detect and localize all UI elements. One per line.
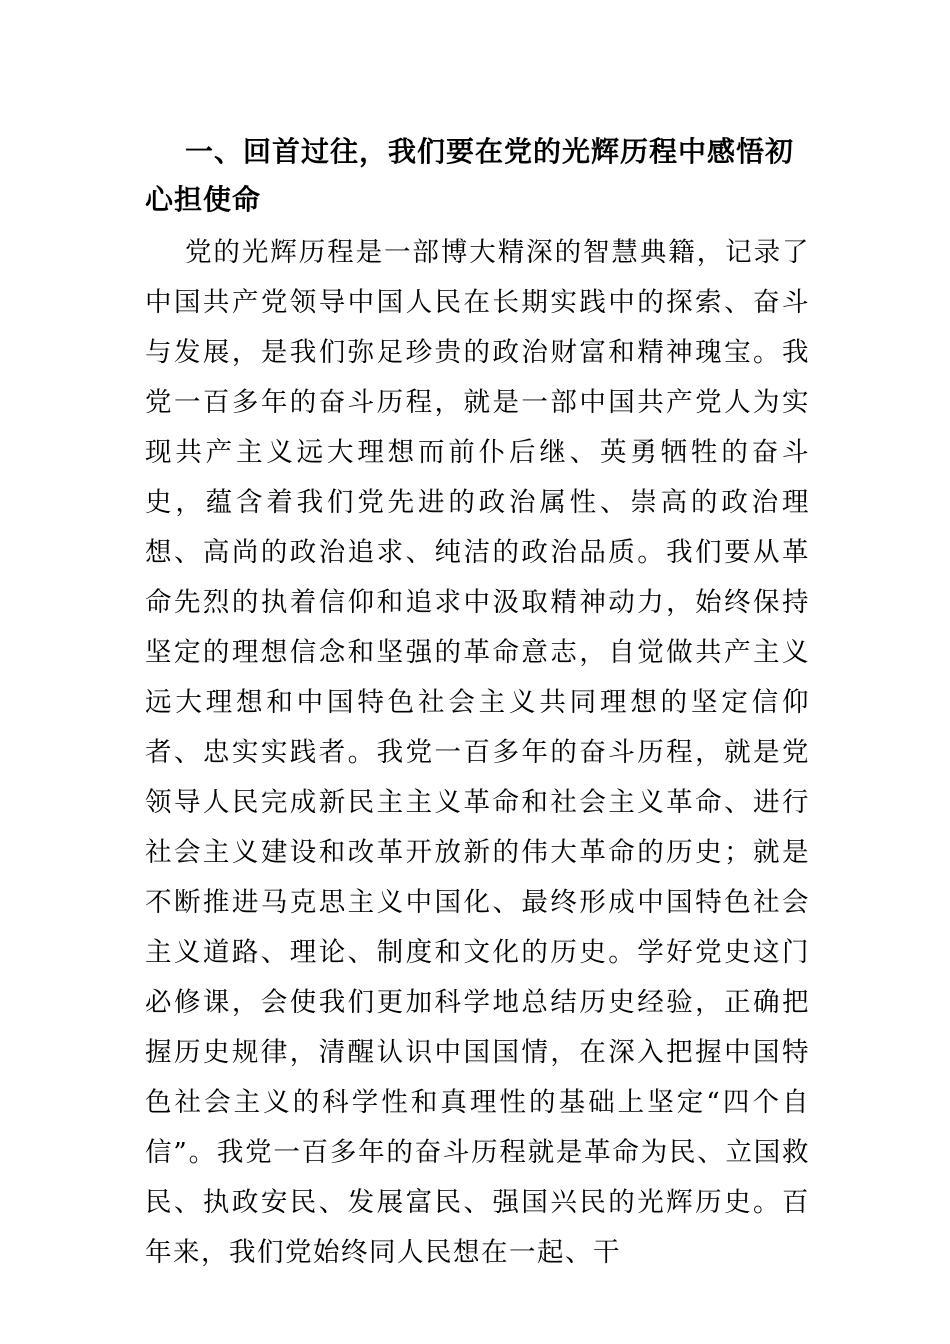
section-heading: 一、回首过往，我们要在党的光辉历程中感悟初心担使命	[145, 135, 795, 216]
body-paragraph: 党的光辉历程是一部博大精深的智慧典籍，记录了中国共产党领导中国人民在长期实践中的探索、奋斗与发展，是我们弥足珍贵的政治财富和精神瑰宝。我党一百多年的奋斗历程，就是一部中国共产党人为实现共产主义远大理想而前仆后继、英勇牺牲的奋斗史，蕴含着我们党先进的政治属性、崇高的政治理想、高尚的政治追求、纯洁的政治品质。我们要从革命先烈的执着信仰和追求中汲取精神动力，始终保持坚定的理想信念和坚强的革命意志，自觉做共产主义远大理想和中国特色社会主义共同理想的坚定信仰者、忠实实践者。我党一百多年的奋斗历程，就是党领导人民完成新民主主义革命和社会主义革命、进行社会主义建设和改革开放新的伟大革命的历史；就是不断推进马克思主义中国化、最终形成中国特色社会主义道路、理论、制度和文化的历史。学好党史这门必修课，会使我们更加科学地总结历史经验，正确把握历史规律，清醒认识中国国情，在深入把握中国特色社会主义的科学性和真理性的基础上坚定“四个自信”。我党一百多年的奋斗历程就是革命为民、立国救民、执政安民、发展富民、强国兴民的光辉历史。百年来，我们党始终同人民想在一起、干	[145, 237, 810, 1268]
